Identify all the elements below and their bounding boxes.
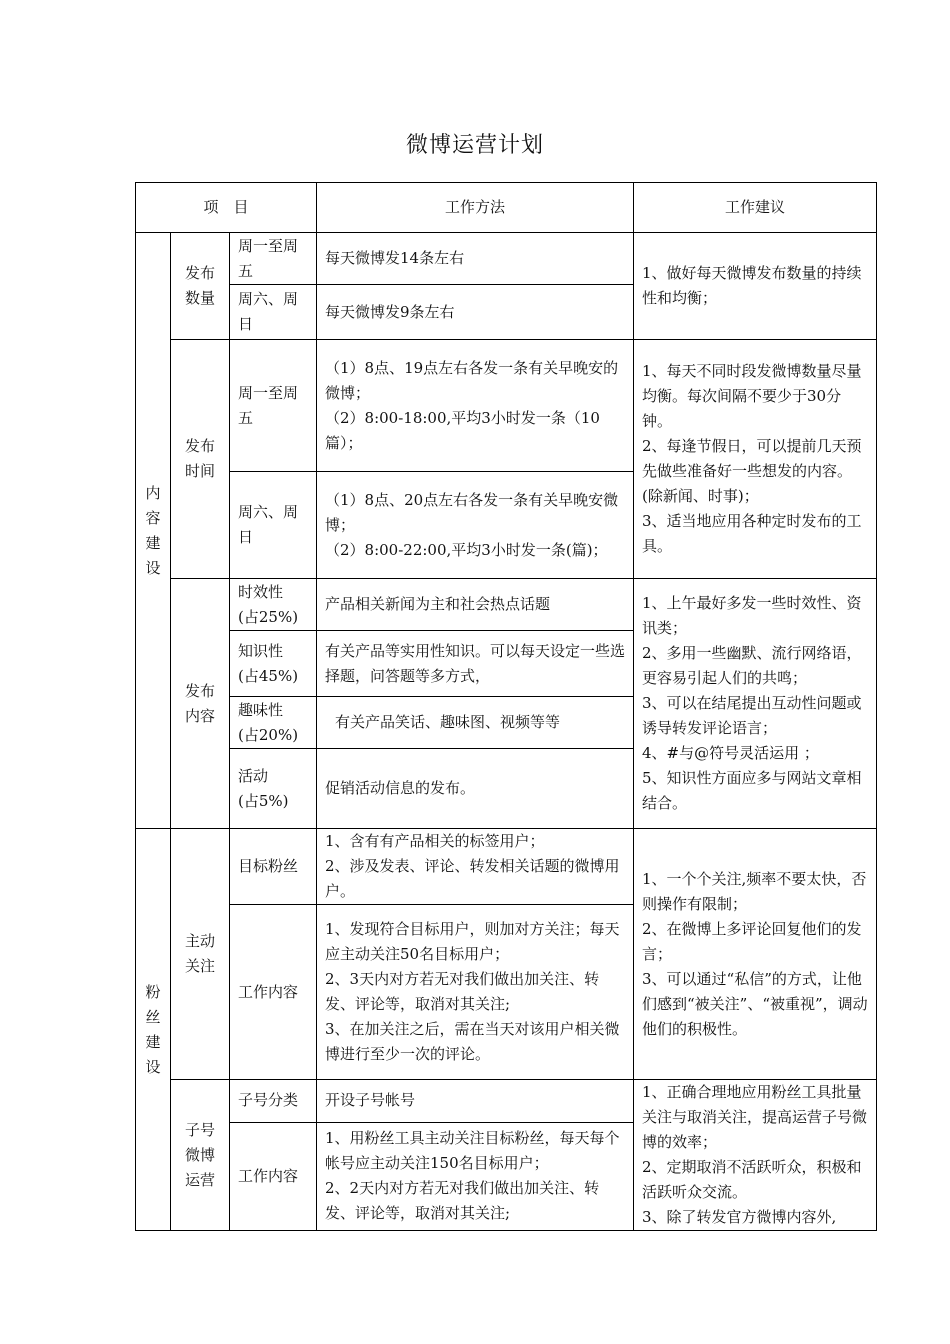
publish-content-type-label: 趣味性 (占20%): [230, 697, 317, 749]
publish-content-method: 有关产品笑话、趣味图、视频等等: [317, 697, 634, 749]
publish-content-method: 产品相关新闻为主和社会热点话题: [317, 579, 634, 631]
table-row: [136, 579, 877, 631]
publish-count-label: 发布数量: [171, 233, 230, 340]
active-follow-work-method: 1、发现符合目标用户，则加对方关注；每天应主动关注50名目标用户； 2、3天内对方若无对我们做出加关注、转发、评论等，取消对其关注; 3、在加关注之后，需在当天对该用户相关微博进行至少一次的评论。: [317, 905, 634, 1080]
plan-table: [135, 182, 877, 1231]
header-advice: 工作建议: [634, 183, 877, 233]
table-row: [136, 233, 877, 285]
publish-content-type-label: 知识性 (占45%): [230, 631, 317, 697]
active-follow-target-method: 1、含有有产品相关的标签用户； 2、涉及发表、评论、转发相关话题的微博用户。: [317, 829, 634, 905]
publish-count-advice: 1、做好每天微博发布数量的持续性和均衡；: [634, 233, 877, 340]
sub-account-category-label: 子号分类: [230, 1080, 317, 1123]
header-method: 工作方法: [317, 183, 634, 233]
publish-count-weekday-method: 每天微博发14条左右: [317, 233, 634, 285]
table-row: [136, 340, 877, 472]
publish-time-weekend-method: （1）8点、20点左右各发一条有关早晚安微博； （2）8:00-22:00,平均3小时发一条(篇)；: [317, 472, 634, 579]
active-follow-work-label: 工作内容: [230, 905, 317, 1080]
publish-content-label: 发布内容: [171, 579, 230, 829]
publish-count-weekend-method: 每天微博发9条左右: [317, 285, 634, 340]
active-follow-label: 主动关注: [171, 829, 230, 1080]
table-row: [136, 1080, 877, 1123]
section-fans-label: 粉丝建设: [136, 829, 171, 1231]
active-follow-target-label: 目标粉丝: [230, 829, 317, 905]
page-title: 微博运营计划: [405, 133, 544, 158]
sub-account-advice: 1、正确合理地应用粉丝工具批量关注与取消关注，提高运营子号微博的效率； 2、定期取消不活跃听众，积极和活跃听众交流。 3、除了转发官方微博内容外,: [634, 1080, 877, 1231]
table-row: [136, 829, 877, 905]
publish-time-label: 发布时间: [171, 340, 230, 579]
publish-time-weekday-label: 周一至周五: [230, 340, 317, 472]
sub-account-label: 子号微博运营: [171, 1080, 230, 1231]
section-content-label: 内容建设: [136, 233, 171, 829]
publish-content-method: 有关产品等实用性知识。可以每天设定一些选择题，问答题等多方式，: [317, 631, 634, 697]
header-row: [136, 183, 877, 233]
publish-count-weekend-label: 周六、周日: [230, 285, 317, 340]
active-follow-advice: 1、一个个关注,频率不要太快，否则操作有限制； 2、在微博上多评论回复他们的发言； 3、可以通过“私信”的方式，让他们感到“被关注”、“被重视”，调动他们的积极性。: [634, 829, 877, 1080]
publish-count-weekday-label: 周一至周五: [230, 233, 317, 285]
publish-content-type-label: 活动 (占5%): [230, 749, 317, 829]
publish-content-method: 促销活动信息的发布。: [317, 749, 634, 829]
publish-content-type-label: 时效性 (占25%): [230, 579, 317, 631]
publish-time-advice: 1、每天不同时段发微博数量尽量均衡。每次间隔不要少于30分钟。 2、每逢节假日，可以提前几天预先做些准备好一些想发的内容。(除新闻、时事)； 3、适当地应用各种定时发布的工具。: [634, 340, 877, 579]
publish-content-advice: 1、上午最好多发一些时效性、资讯类； 2、多用一些幽默、流行网络语，更容易引起人们的共鸣； 3、可以在结尾提出互动性问题或诱导转发评论语言； 4、#与@符号灵活运用 ； 5、知识性方面应多与网站文章相结合。: [634, 579, 877, 829]
publish-time-weekend-label: 周六、周日: [230, 472, 317, 579]
sub-account-work-method: 1、用粉丝工具主动关注目标粉丝，每天每个帐号应主动关注150名目标用户； 2、2天内对方若无对我们做出加关注、转发、评论等，取消对其关注;: [317, 1122, 634, 1230]
publish-time-weekday-method: （1）8点、19点左右各发一条有关早晚安的微博； （2）8:00-18:00,平均3小时发一条（10篇）；: [317, 340, 634, 472]
header-item: 项 目: [136, 183, 317, 233]
sub-account-category-method: 开设子号帐号: [317, 1080, 634, 1123]
sub-account-work-label: 工作内容: [230, 1122, 317, 1230]
